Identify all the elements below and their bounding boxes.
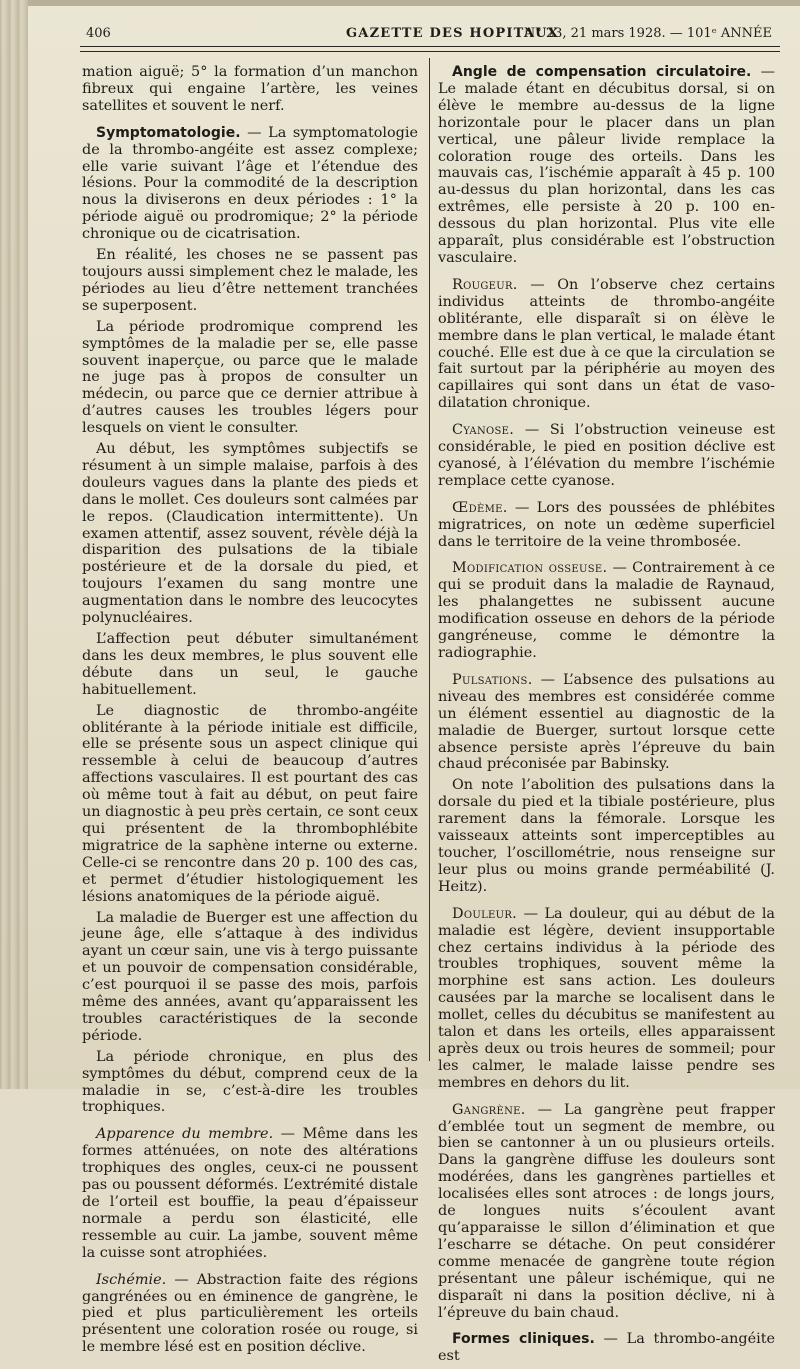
paragraph: [438, 1102, 775, 1322]
paragraph-text: — Lors des poussées de phlébites migratrices, on note un œdème superficiel dans le territoire de la veine thrombosée.: [438, 499, 775, 550]
subsection-heading: Modification osseuse.: [452, 560, 608, 577]
subsection-heading: Douleur.: [452, 905, 518, 922]
paragraph: Le diagnostic de thrombo-angéite oblitérante à la période initiale est difficile, elle se présente sous un aspect clinique qui ressemble à celui de beaucoup d’autres affections vasculaires. Il est pourtant des cas où même tout à fait au début, on peut faire un diagnostic à peu près certain, ce sont ceux qui présentent de la thrombophlébite migratrice de la saphène interne ou externe. Celle-ci se rencontre dans 20 p. 100 des cas, et permet d’étudier histologiquement les lésions anatomiques de la période aiguë.: [82, 702, 418, 905]
header-rule-bottom: [80, 51, 780, 52]
subsection-heading: Gangrène.: [452, 1101, 526, 1118]
subsection-heading: Rougeur.: [452, 276, 518, 293]
paragraph: [82, 1272, 418, 1357]
section-heading: Symptomatologie.: [96, 124, 241, 141]
paragraph-text: — On l’observe chez certains individus atteints de thrombo-angéite oblitérante, elle disparaît si on élève le membre dans le plan vertical, le malade étant couché. Elle est due à ce que la circulation se fait surtout par la périphérie au moyen des capillaires qui sont dans un état de vaso-dilatation chronique.: [438, 276, 775, 412]
paragraph: mation aiguë; 5° la formation d’un manchon fibreux qui engaine l’artère, les veines satellites et souvent le nerf.: [82, 64, 418, 114]
subsection-heading: Cyanose.: [452, 422, 515, 439]
paragraph: [438, 64, 775, 267]
paragraph-text: — La douleur, qui au début de la maladie est légère, devient insupportable chez certains individus à la période des troubles trophiques, souvent même la morphine est sans action. Les douleurs causées par la marche se localisent dans le mollet, celles du décubitus se manifestent au talon et dans les orteils, elles apparaissent après deux ou trois heures de sommeil; pour les calmer, le malade laisse pendre ses membres en dehors du lit.: [438, 905, 775, 1091]
paragraph: On note l’abolition des pulsations dans la dorsale du pied et la tibiale postérieure, plus rarement dans la fémorale. Lorsque les vaisseaux atteints sont imperceptibles au toucher, l’oscillométrie, nous renseigne sur leur plus ou moins grande perméabilité (J. Heitz).: [438, 777, 775, 895]
paragraph-text: — Contrairement à ce qui se produit dans la maladie de Raynaud, les phalangettes ne subissent aucune modification osseuse en dehors de la période gangréneuse, comme le démontre la radiographie.: [438, 560, 775, 661]
paragraph: [82, 1126, 418, 1261]
paragraph-text: — Même dans les formes atténuées, on note des altérations trophiques des ongles, ceux-ci ne poussent pas ou poussent déformés. L’extrémité distale de l’orteil est bouffie, la peau d’épaisseur normale a perdu son élasticité, elle ressemble au cuir. La jambe, souvent même la cuisse sont atrophiées.: [82, 1126, 418, 1261]
paragraph: [438, 422, 775, 490]
column-divider: [429, 58, 430, 1061]
header-rule-top: [80, 46, 780, 47]
paragraph-text: — La symptomatologie de la thrombo-angéite est assez complexe; elle varie suivant l’âge et l’étendue des lésions. Pour la commodité de la description nous la diviserons en deux périodes : 1° la période aiguë ou prodromique; 2° la période chronique ou de cicatrisation.: [82, 124, 418, 243]
paragraph-text: — La thrombo-angéite est: [438, 1331, 775, 1365]
section-heading: Formes cliniques.: [452, 1331, 595, 1348]
paragraph: [438, 560, 775, 661]
right-column: [438, 64, 775, 1369]
page-header: [60, 26, 780, 46]
page-top-edge: [28, 0, 800, 6]
paragraph: [82, 125, 418, 243]
paragraph-text: — La gangrène peut frapper d’emblée tout un segment de membre, ou bien se cantonner à un ou plusieurs orteils. Dans la gangrène diffuse les douleurs sont modérées, dans les gangrènes partielles et localisées elles sont atroces : de longs jours, de longues nuits s’écoulent avant qu’apparaisse le sillon d’élimination et que l’escharre se détache. On peut considérer comme menacée de gangrène toute région présentant une pâleur ischémique, qui ne disparaît ni dans la position déclive, ni à l’épreuve du bain chaud.: [438, 1101, 775, 1321]
page-number: 406: [86, 26, 111, 41]
paragraph: La période prodromique comprend les symptômes de la maladie per se, elle passe souvent inaperçue, ou parce que le malade ne juge pas à propos de consulter un médecin, ou parce que ce dernier attribue à d’autres causes les troubles légers pour lesquels on vient le consulter.: [82, 318, 418, 437]
paragraph-text: — Abstraction faite des régions gangrénées ou en éminence de gangrène, le pied et plus particulièrement les orteils présentent une coloration rosée ou rouge, si le membre lésé est en position déclive.: [82, 1271, 418, 1356]
paragraph: [438, 906, 775, 1092]
paragraph: [438, 1331, 775, 1365]
paragraph: La maladie de Buerger est une affection du jeune âge, elle s’attaque à des individus ayant un cœur sain, une vis à tergo puissante et un pouvoir de compensation considérable, c’est pourquoi il se passe des mois, parfois même des années, avant qu’apparaissent les troubles caractéristiques de la seconde période.: [82, 909, 418, 1044]
paragraph: La période chronique, en plus des symptômes du début, comprend ceux de la maladie in se, c’est-à-dire les troubles trophiques.: [82, 1048, 418, 1116]
paragraph-text: — L’absence des pulsations au niveau des membres est considérée comme un élément essentiel au diagnostic de la maladie de Buerger, surtout lorsque cette absence persiste après l’épreuve du bain chaud préconisée par Babinsky.: [438, 671, 775, 773]
subsection-heading: Apparence du membre.: [96, 1126, 274, 1143]
paragraph: [438, 277, 775, 412]
subsection-heading: Pulsations.: [452, 671, 533, 688]
paragraph: [438, 672, 775, 773]
subsection-heading: Angle de compensation circulatoire.: [452, 64, 752, 80]
paragraph-text: — Si l’obstruction veineuse est considérable, le pied en position déclive est cyanosé, à l’élévation du membre l’ischémie remplace cette cyanose.: [438, 422, 775, 489]
left-column: [82, 64, 418, 1360]
subsection-heading: Œdème.: [452, 499, 508, 516]
paragraph: [438, 500, 775, 551]
paragraph: Au début, les symptômes subjectifs se résument à un simple malaise, parfois à des douleurs vagues dans la plante des pieds et dans le mollet. Ces douleurs sont calmées par le repos. (Claudication intermittente). Un examen attentif, assez souvent, révèle déjà la disparition des pulsations de la tibiale postérieure et de la dorsale du pied, et toujours l’examen du sang montre une augmentation dans le nombre des leucocytes polynucléaires.: [82, 441, 418, 627]
issue-line: N° 23, 21 mars 1928. — 101ᵉ ANNÉE: [523, 26, 772, 41]
paragraph: L’affection peut débuter simultanément dans les deux membres, le plus souvent elle débute dans un seul, le gauche habituellement.: [82, 631, 418, 698]
paragraph-text: — Le malade étant en décubitus dorsal, si on élève le membre au-dessus de la ligne horizontale pour le placer dans un plan vertical, une pâleur livide remplace la coloration rouge des orteils. Dans les mauvais cas, l’ischémie apparaît à 45 p. 100 au-dessus du plan horizontal, dans les cas extrêmes, elle persiste à 20 p. 100 en-dessous du plan horizontal. Plus vite elle apparaît, plus considérable est l’obstruction vasculaire.: [438, 64, 775, 266]
journal-title: GAZETTE DES HOPITAUX: [346, 26, 559, 41]
binding-edge: [0, 0, 28, 1089]
subsection-heading: Ischémie.: [96, 1271, 167, 1288]
paragraph: En réalité, les choses ne se passent pas toujours aussi simplement chez le malade, les périodes au lieu d’être nettement tranchées se superposent.: [82, 247, 418, 314]
